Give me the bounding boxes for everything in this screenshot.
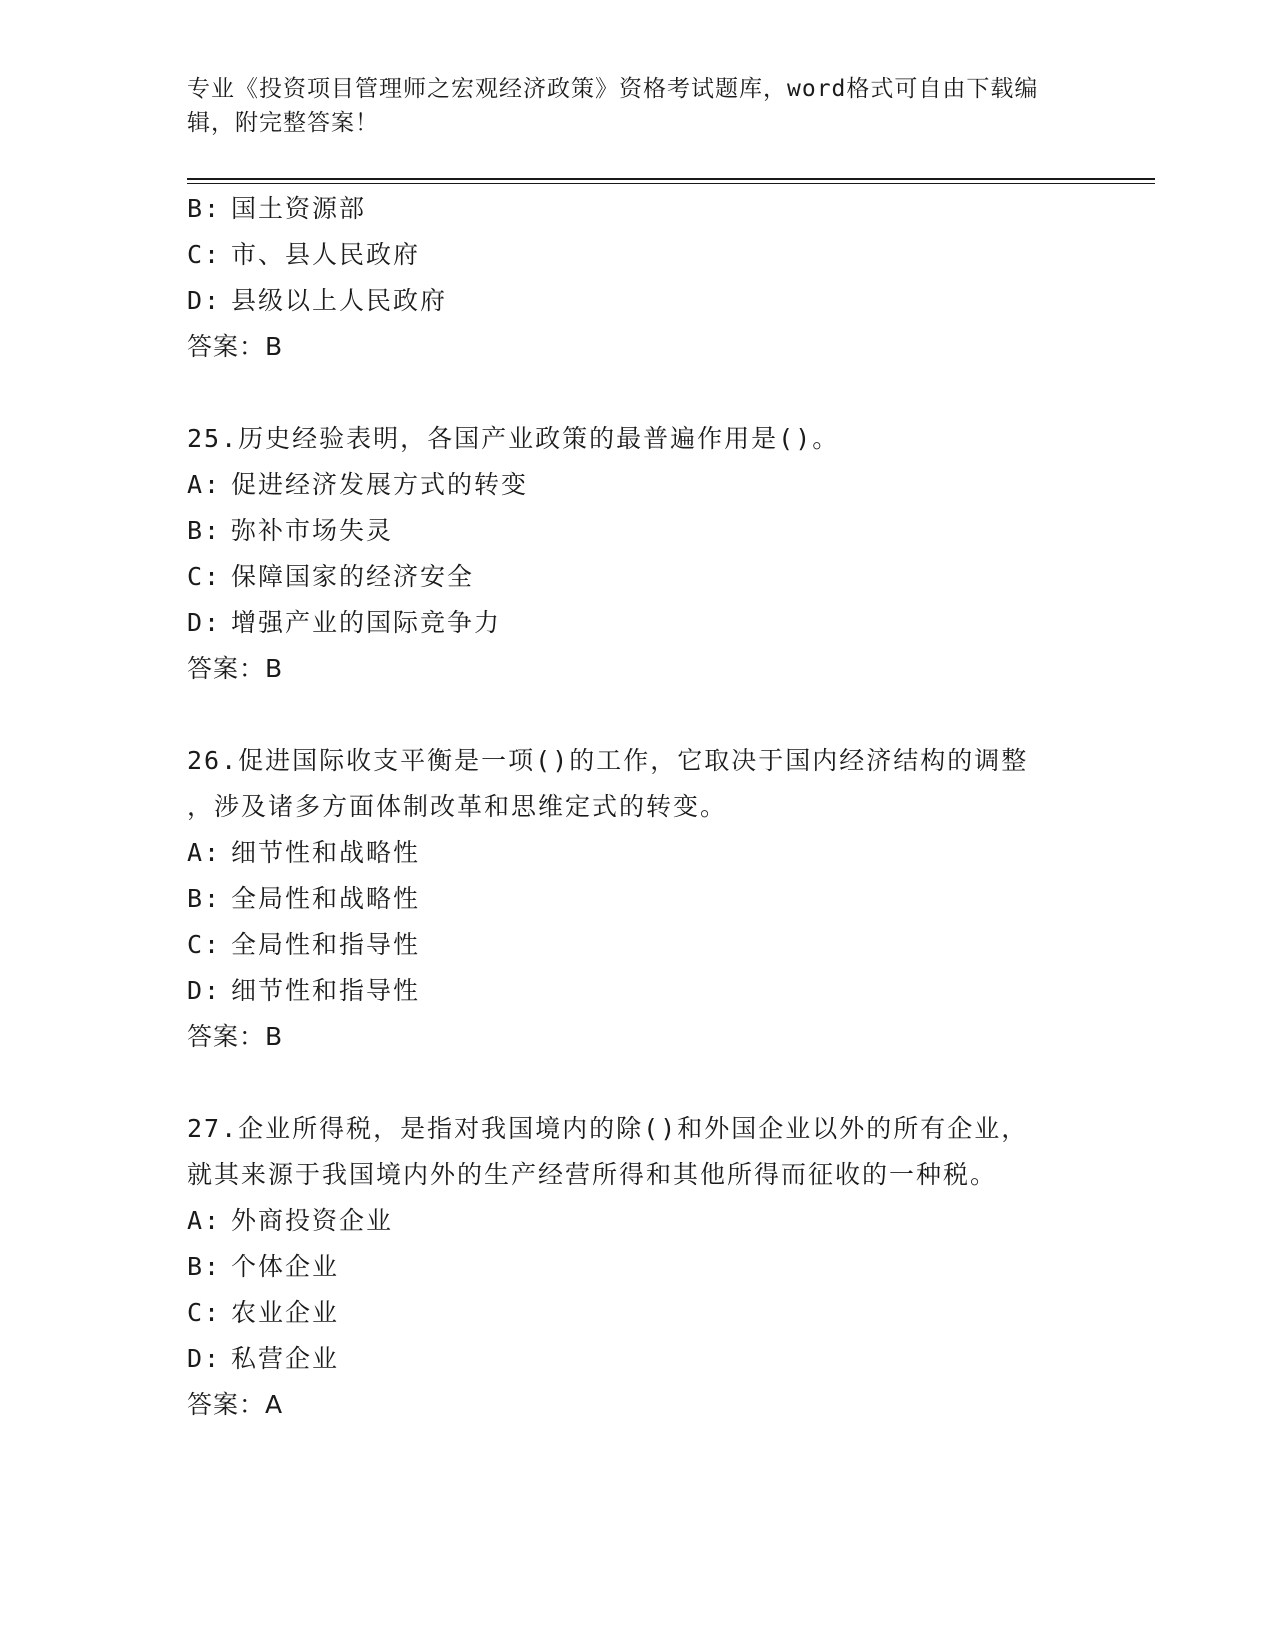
question-stem-line-1: 26.促进国际收支平衡是一项()的工作，它取决于国内经济结构的调整 [187, 746, 1029, 775]
page-header [187, 72, 1067, 140]
header-line-2: 辑，附完整答案！ [187, 110, 379, 136]
answer-line: 答案：B [187, 1022, 284, 1051]
document-body [187, 186, 1087, 1428]
answer-line: 答案：A [187, 1390, 284, 1419]
question-stem: 25.历史经验表明，各国产业政策的最普遍作用是()。 [187, 424, 840, 453]
option-d: D: 增强产业的国际竞争力 [187, 608, 502, 637]
option-c: C: 市、县人民政府 [187, 240, 421, 269]
option-d: D: 细节性和指导性 [187, 976, 421, 1005]
question-stem-line-2: ，涉及诸多方面体制改革和思维定式的转变。 [187, 792, 728, 821]
question-26 [187, 738, 1087, 1060]
option-a: A: 外商投资企业 [187, 1206, 394, 1235]
option-b: B: 全局性和战略性 [187, 884, 421, 913]
option-a: A: 促进经济发展方式的转变 [187, 470, 529, 499]
question-fragment [187, 186, 1087, 370]
answer-line: 答案：B [187, 654, 284, 683]
question-stem-line-1: 27.企业所得税，是指对我国境内的除()和外国企业以外的所有企业， [187, 1114, 1029, 1143]
question-25 [187, 416, 1087, 692]
option-b: B: 国土资源部 [187, 194, 367, 223]
option-d: D: 私营企业 [187, 1344, 340, 1373]
option-c: C: 全局性和指导性 [187, 930, 421, 959]
answer-line: 答案：B [187, 332, 284, 361]
question-27 [187, 1106, 1087, 1428]
header-line-1: 专业《投资项目管理师之宏观经济政策》资格考试题库，word格式可自由下载编 [187, 76, 1039, 102]
option-b: B: 个体企业 [187, 1252, 340, 1281]
option-c: C: 农业企业 [187, 1298, 340, 1327]
header-divider [187, 178, 1155, 184]
option-c: C: 保障国家的经济安全 [187, 562, 475, 591]
option-b: B: 弥补市场失灵 [187, 516, 394, 545]
option-a: A: 细节性和战略性 [187, 838, 421, 867]
question-stem-line-2: 就其来源于我国境内外的生产经营所得和其他所得而征收的一种税。 [187, 1160, 998, 1189]
option-d: D: 县级以上人民政府 [187, 286, 448, 315]
